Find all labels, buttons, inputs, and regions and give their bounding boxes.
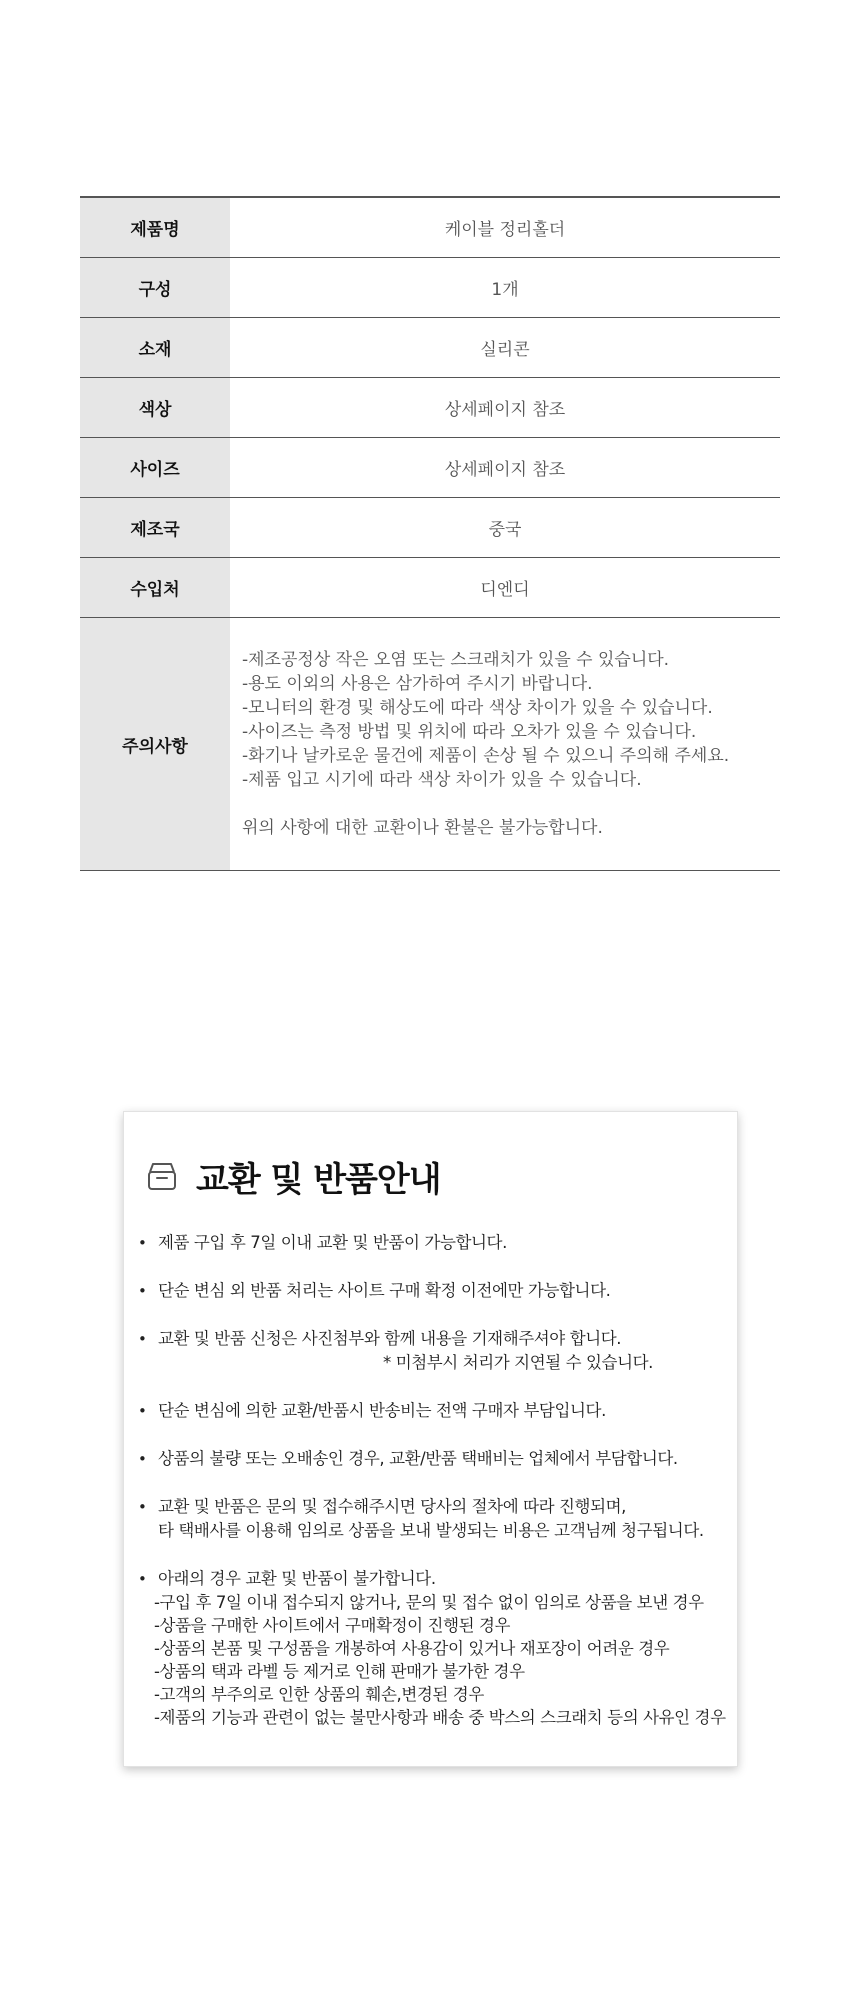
bullet: • — [138, 1234, 147, 1252]
bullet: • — [138, 1498, 147, 1516]
exception-line: -상품의 본품 및 구성품을 개봉하여 사용감이 있거나 재포장이 어려운 경우 — [154, 1639, 670, 1658]
exception-line: -상품의 택과 라벨 등 제거로 인해 판매가 불가한 경우 — [154, 1662, 525, 1681]
caution-line: -사이즈는 측정 방법 및 위치에 따라 오차가 있을 수 있습니다. — [242, 722, 697, 742]
spec-label: 색상 — [80, 378, 230, 438]
notice-item-text: 단순 변심 외 반품 처리는 사이트 구매 확정 이전에만 가능합니다. — [158, 1281, 611, 1300]
bullet: • — [138, 1330, 147, 1348]
notice-item — [138, 1495, 728, 1543]
spec-value: 실리콘 — [230, 318, 780, 378]
bullet: • — [138, 1282, 147, 1300]
notice-item-continuation: 타 택배사를 이용해 임의로 상품을 보내 발생되는 비용은 고객님께 청구됩니다. — [158, 1521, 704, 1540]
exception-line: -제품의 기능과 관련이 없는 불만사항과 배송 중 박스의 스크래치 등의 사유인 경우 — [154, 1708, 726, 1727]
notice-item-text: 제품 구입 후 7일 이내 교환 및 반품이 가능합니다. — [158, 1233, 507, 1252]
spec-row-cautions — [80, 618, 780, 871]
notice-item — [138, 1567, 728, 1729]
notice-item — [138, 1279, 728, 1303]
notice-item — [138, 1231, 728, 1255]
spec-label: 제조국 — [80, 498, 230, 558]
notice-item-note: * 미첨부시 처리가 지연될 수 있습니다. — [383, 1353, 654, 1372]
notice-item-text: 교환 및 반품 신청은 사진첨부와 함께 내용을 기재해주셔야 합니다. — [158, 1329, 622, 1348]
notice-item-text: 교환 및 반품은 문의 및 접수해주시면 당사의 절차에 따라 진행되며, — [158, 1497, 627, 1516]
box-icon — [144, 1158, 180, 1194]
notice-item-text: 상품의 불량 또는 오배송인 경우, 교환/반품 택배비는 업체에서 부담합니다. — [158, 1449, 678, 1468]
exception-line: -상품을 구매한 사이트에서 구매확정이 진행된 경우 — [154, 1616, 511, 1635]
spec-label: 수입처 — [80, 558, 230, 618]
spec-value: 1개 — [230, 258, 780, 318]
spec-value: 상세페이지 참조 — [230, 438, 780, 498]
caution-line: -제품 입고 시기에 따라 색상 차이가 있을 수 있습니다. — [242, 770, 642, 790]
spec-label: 소재 — [80, 318, 230, 378]
spec-label: 제품명 — [80, 197, 230, 258]
spec-row-origin — [80, 498, 780, 558]
notice-header — [144, 1154, 441, 1198]
bullet: • — [138, 1450, 147, 1468]
spec-label: 구성 — [80, 258, 230, 318]
exchange-return-notice — [123, 1111, 738, 1767]
spec-row-importer — [80, 558, 780, 618]
spec-label: 사이즈 — [80, 438, 230, 498]
caution-line: -제조공정상 작은 오염 또는 스크래치가 있을 수 있습니다. — [242, 650, 670, 670]
spec-value: 상세페이지 참조 — [230, 378, 780, 438]
notice-item — [138, 1447, 728, 1471]
notice-item-text: 단순 변심에 의한 교환/반품시 반송비는 전액 구매자 부담입니다. — [158, 1401, 606, 1420]
spec-row-size — [80, 438, 780, 498]
spec-row-composition — [80, 258, 780, 318]
notice-item — [138, 1327, 728, 1375]
caution-line: -모니터의 환경 및 해상도에 따라 색상 차이가 있을 수 있습니다. — [242, 698, 713, 718]
product-spec-table — [80, 196, 780, 871]
spec-row-material — [80, 318, 780, 378]
notice-title: 교환 및 반품안내 — [196, 1159, 441, 1200]
spec-value: 중국 — [230, 498, 780, 558]
spec-value: 디엔디 — [230, 558, 780, 618]
notice-list — [138, 1231, 728, 1753]
spec-value: 케이블 정리홀더 — [230, 197, 780, 258]
cautions-cell — [230, 618, 780, 871]
spec-row-product-name — [80, 197, 780, 258]
caution-line: -화기나 날카로운 물건에 제품이 손상 될 수 있으니 주의해 주세요. — [242, 746, 730, 766]
caution-line: -용도 이외의 사용은 삼가하여 주시기 바랍니다. — [242, 674, 593, 694]
bullet: • — [138, 1402, 147, 1420]
exception-line: -구입 후 7일 이내 접수되지 않거나, 문의 및 접수 없이 임의로 상품을 보낸 경우 — [154, 1593, 704, 1612]
notice-item-text: 아래의 경우 교환 및 반품이 불가합니다. — [158, 1569, 436, 1588]
exception-line: -고객의 부주의로 인한 상품의 훼손,변경된 경우 — [154, 1685, 484, 1704]
notice-item — [138, 1399, 728, 1423]
spec-label: 주의사항 — [80, 618, 230, 871]
bullet: • — [138, 1570, 147, 1588]
caution-footer: 위의 사항에 대한 교환이나 환불은 불가능합니다. — [242, 818, 603, 838]
spec-row-color — [80, 378, 780, 438]
